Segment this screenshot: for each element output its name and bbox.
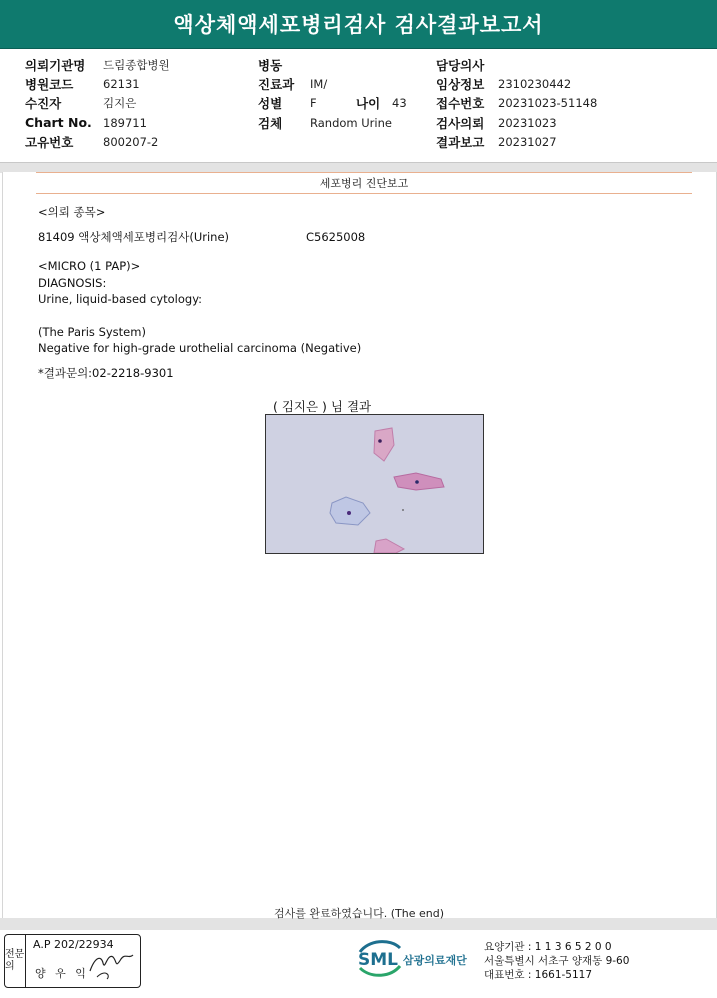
diagnosis-result: Negative for high-grade urothelial carcinoma (Negative) bbox=[38, 341, 362, 355]
info-value: 20231023-51148 bbox=[498, 96, 598, 111]
institution-address: 서울특별시 서초구 양재동 9-60 bbox=[484, 955, 630, 967]
sml-logo bbox=[356, 938, 476, 982]
age-value: 43 bbox=[392, 96, 407, 111]
section-title: 세포병리 진단보고 bbox=[36, 172, 692, 194]
info-value: 800207-2 bbox=[103, 134, 159, 149]
info-value: 김지은 bbox=[103, 96, 137, 111]
info-value: 20231027 bbox=[498, 134, 557, 149]
report-header bbox=[0, 0, 717, 49]
report-title: 액상체액세포병리검사 검사결과보고서 bbox=[173, 13, 544, 37]
diagnosis-text: Urine, liquid-based cytology: bbox=[38, 292, 203, 306]
info-column-2 bbox=[258, 55, 407, 132]
info-label: 성별 bbox=[258, 96, 283, 112]
stamp-side-label: 전문의 bbox=[5, 935, 26, 987]
info-label: 고유번호 bbox=[25, 134, 74, 150]
info-label: 의뢰기관명 bbox=[25, 57, 86, 73]
institution-info bbox=[484, 940, 629, 982]
info-value: Random Urine bbox=[310, 115, 392, 130]
info-label: 병동 bbox=[258, 57, 283, 73]
info-value: 62131 bbox=[103, 76, 140, 91]
info-label: 수진자 bbox=[25, 96, 62, 112]
diagnosis-heading: DIAGNOSIS: bbox=[38, 275, 107, 290]
cytology-image bbox=[265, 414, 484, 554]
image-caption: ( 김지은 ) 님 결과 bbox=[273, 399, 372, 414]
order-code: 81409 액상체액세포병리검사(Urine) bbox=[38, 229, 230, 244]
info-value: 드림종합병원 bbox=[103, 57, 170, 72]
patient-info bbox=[0, 55, 717, 155]
info-label: 담당의사 bbox=[436, 57, 485, 73]
logo-name: 삼광의료재단 bbox=[403, 954, 467, 967]
info-value: 189711 bbox=[103, 115, 147, 130]
info-value: 20231023 bbox=[498, 115, 557, 130]
order-heading: <의뢰 종목> bbox=[38, 205, 106, 219]
info-label: 접수번호 bbox=[436, 96, 485, 112]
info-label: 임상정보 bbox=[436, 76, 485, 92]
info-value: IM/ bbox=[310, 76, 328, 91]
info-label: Chart No. bbox=[25, 115, 92, 131]
info-label: 병원코드 bbox=[25, 76, 74, 92]
sml-logo-mark bbox=[356, 938, 476, 978]
contact-line: *결과문의:02-2218-9301 bbox=[38, 365, 174, 380]
pathologist-stamp bbox=[4, 934, 141, 988]
cytology-cells bbox=[266, 415, 483, 553]
stamp-license: A.P 202/22934 bbox=[33, 938, 114, 951]
order-block bbox=[38, 204, 365, 245]
info-label: 검사의뢰 bbox=[436, 115, 485, 131]
end-text: 검사를 완료하였습니다. (The end) bbox=[274, 907, 445, 920]
stamp-name: 양 우 익 bbox=[35, 967, 89, 980]
info-label: 진료과 bbox=[258, 76, 295, 92]
info-value: 2310230442 bbox=[498, 76, 572, 91]
order-number: C5625008 bbox=[306, 229, 366, 244]
info-column-1 bbox=[25, 55, 170, 151]
paris-system: (The Paris System) bbox=[38, 324, 146, 339]
info-label: 결과보고 bbox=[436, 134, 485, 150]
info-value: F bbox=[310, 96, 317, 111]
info-column-3 bbox=[436, 55, 597, 151]
logo-text: SML bbox=[358, 950, 398, 970]
signature-icon bbox=[87, 949, 137, 981]
diagnosis-block bbox=[38, 258, 361, 381]
age-label: 나이 bbox=[356, 96, 381, 112]
micro-heading: <MICRO (1 PAP)> bbox=[38, 259, 141, 273]
institution-phone: 대표번호 : 1661-5117 bbox=[484, 969, 593, 981]
report-body bbox=[2, 172, 717, 918]
info-label: 검체 bbox=[258, 115, 283, 131]
institution-code: 요양기관 : 1 1 3 6 5 2 0 0 bbox=[484, 941, 612, 953]
